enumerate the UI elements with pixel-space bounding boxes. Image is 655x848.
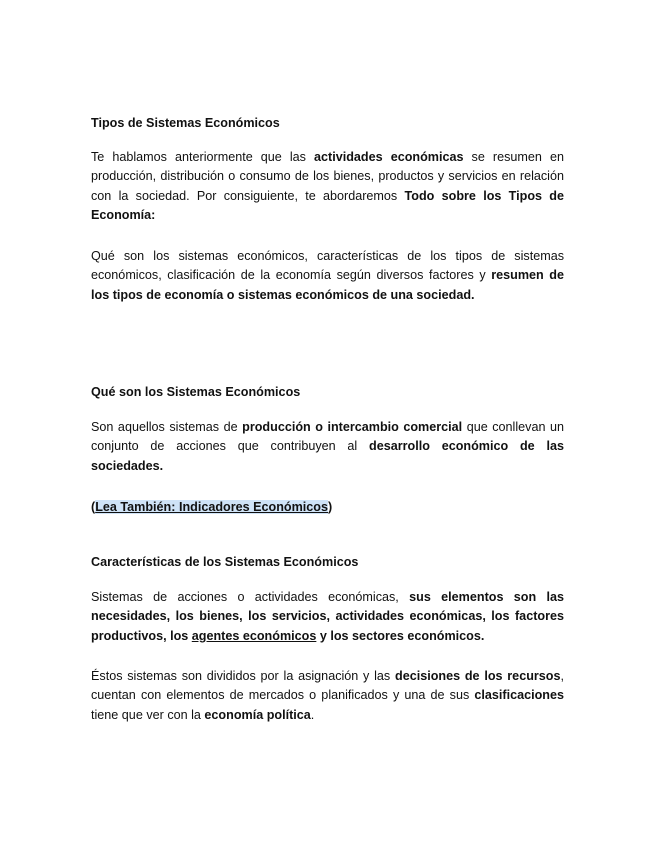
classification-bold-1: decisiones de los recursos xyxy=(395,669,561,683)
section-heading-definition: Qué son los Sistemas Económicos xyxy=(91,385,301,399)
classification-text-3: tiene que ver con la xyxy=(91,707,205,722)
classification-paragraph xyxy=(91,667,564,725)
classification-bold-3: economía política xyxy=(204,707,311,722)
summary-text-1: Qué son los sistemas económicos, características de los tipos de sistemas económicos, clasificación de la economía según diversos factores y xyxy=(91,249,564,283)
section-title: Tipos de Sistemas Económicos xyxy=(91,116,280,130)
definition-text-2: que conllevan un conjunto de acciones que contribuyen al xyxy=(91,420,564,454)
agentes-economicos-link[interactable]: agentes económicos xyxy=(191,628,317,643)
intro-paragraph xyxy=(91,148,564,226)
definition-paragraph xyxy=(91,418,564,476)
intro-bold-1: actividades económicas xyxy=(314,150,464,164)
summary-bold-1: resumen de los tipos de economía o sistemas económicos de una sociedad. xyxy=(91,268,564,302)
characteristics-paragraph xyxy=(91,588,564,646)
related-article-link[interactable]: Lea También: Indicadores Económicos xyxy=(95,500,329,514)
intro-bold-2: Todo sobre los Tipos de Economía: xyxy=(91,188,564,223)
definition-bold-1: producción o intercambio comercial xyxy=(242,420,463,434)
classification-text-1: Éstos sistemas son divididos por la asignación y las xyxy=(91,669,395,683)
intro-text-2: se resumen en producción, distribución o consumo de los bienes, productos y servicios en relación con la sociedad. Por consiguiente, te abordaremos xyxy=(91,150,564,203)
classification-text-4: . xyxy=(310,707,315,722)
characteristics-bold-2: y los sectores económicos. xyxy=(316,628,485,643)
related-link-line xyxy=(91,498,564,517)
summary-paragraph xyxy=(91,247,564,305)
related-close-paren: ) xyxy=(328,500,333,514)
characteristics-bold-1: sus elementos son las necesidades, los bienes, los servicios, actividades económicas, los factores productivos, los xyxy=(91,590,564,643)
characteristics-text-1: Sistemas de acciones o actividades económicas, xyxy=(91,590,410,604)
intro-text-1: Te hablamos anteriormente que las xyxy=(91,150,315,164)
related-open-paren: ( xyxy=(91,500,96,514)
classification-text-2: , cuentan con elementos de mercados o planificados y una de sus xyxy=(91,669,564,703)
classification-bold-2: clasificaciones xyxy=(474,688,564,703)
definition-bold-2: desarrollo económico de las sociedades. xyxy=(91,439,564,473)
section-heading-characteristics: Características de los Sistemas Económicos xyxy=(91,555,359,569)
definition-text-1: Son aquellos sistemas de xyxy=(91,420,243,434)
